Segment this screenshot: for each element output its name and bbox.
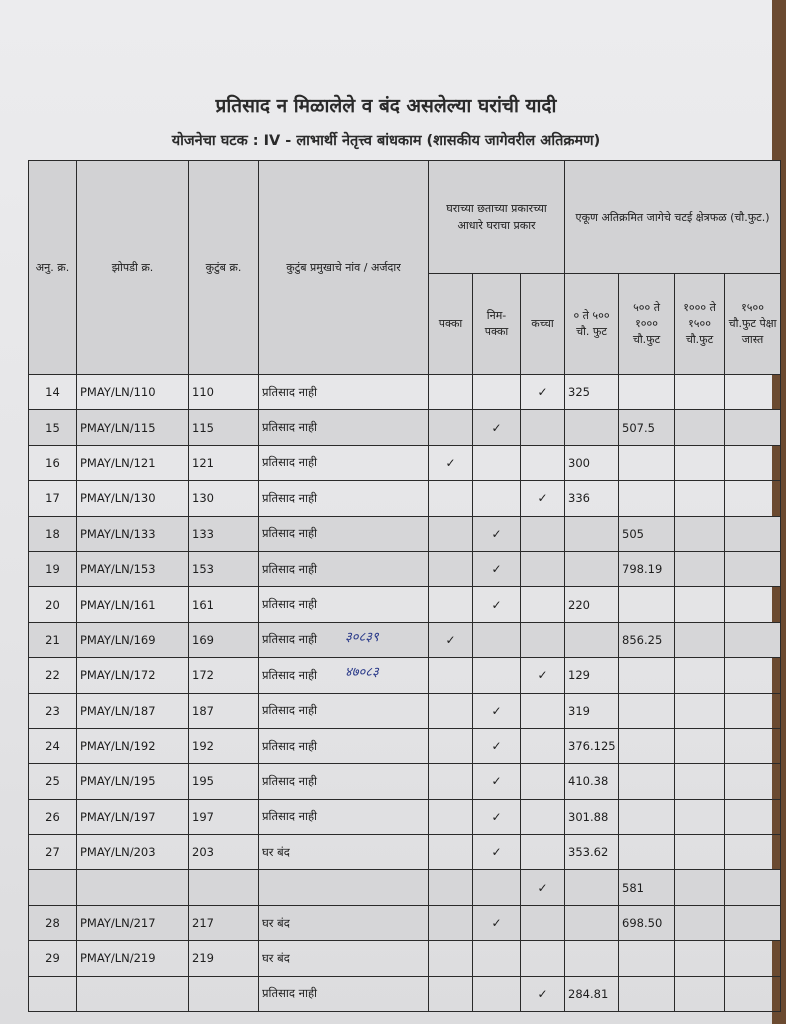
cell-roof-pakka — [429, 835, 473, 870]
cell-family: 153 — [189, 551, 259, 586]
cell-name — [259, 693, 429, 728]
check-mark-icon: ✓ — [473, 587, 521, 622]
cell-hut: PMAY/LN/192 — [77, 728, 189, 763]
cell-area-500-1000 — [619, 835, 675, 870]
cell-name — [259, 976, 429, 1011]
document-title: प्रतिसाद न मिळालेले व बंद असलेल्या घरांची यादी — [215, 95, 557, 117]
document-subtitle: योजनेचा घटक : IV - लाभार्थी नेतृत्त्व बांधकाम (शासकीय जागेवरील अतिक्रमण) — [171, 133, 601, 149]
check-mark-icon: ✓ — [473, 728, 521, 763]
cell-area-500-1000 — [619, 764, 675, 799]
table-row — [29, 658, 781, 693]
cell-name-text: प्रतिसाद नाही — [262, 561, 318, 576]
header-area-500-1000: ५०० ते १००० चौ.फुट — [619, 274, 675, 375]
cell-area-500-1000 — [619, 445, 675, 480]
cell-name-text: घर बंद — [262, 915, 290, 930]
table-row — [29, 587, 781, 622]
table-row — [29, 622, 781, 657]
cell-roof-pakka — [429, 587, 473, 622]
header-area-0-500: ० ते ५०० चौ. फुट — [565, 274, 619, 375]
cell-area-0-500 — [565, 410, 619, 445]
cell-hut: PMAY/LN/121 — [77, 445, 189, 480]
cell-sr: 20 — [29, 587, 77, 622]
header-name: कुटुंब प्रमुखाचे नांव / अर्जदार — [259, 161, 429, 375]
table-row — [29, 728, 781, 763]
cell-area-1000-1500 — [675, 941, 725, 976]
cell-roof-pakka — [429, 870, 473, 905]
cell-area-1500-plus — [725, 445, 781, 480]
cell-family: 172 — [189, 658, 259, 693]
cell-sr: 18 — [29, 516, 77, 551]
cell-hut: PMAY/LN/153 — [77, 551, 189, 586]
table-row — [29, 905, 781, 940]
cell-hut: PMAY/LN/217 — [77, 905, 189, 940]
cell-roof-pakka — [429, 764, 473, 799]
cell-family: 130 — [189, 481, 259, 516]
cell-name — [259, 551, 429, 586]
header-area-1500-plus: १५०० चौ.फुट पेक्षा जास्त — [725, 274, 781, 375]
cell-roof-pakka — [429, 375, 473, 410]
table-row — [29, 551, 781, 586]
cell-hut: PMAY/LN/110 — [77, 375, 189, 410]
cell-roof-kachha — [521, 764, 565, 799]
cell-area-1000-1500 — [675, 835, 725, 870]
cell-hut: PMAY/LN/187 — [77, 693, 189, 728]
cell-area-1000-1500 — [675, 445, 725, 480]
cell-sr: 23 — [29, 693, 77, 728]
cell-name-text: प्रतिसाद नाही — [262, 384, 318, 399]
cell-sr: 29 — [29, 941, 77, 976]
cell-area-1000-1500 — [675, 976, 725, 1011]
check-mark-icon: ✓ — [429, 622, 473, 657]
cell-family: 219 — [189, 941, 259, 976]
cell-roof-pakka — [429, 728, 473, 763]
cell-family: 133 — [189, 516, 259, 551]
table-row — [29, 764, 781, 799]
cell-name-text: प्रतिसाद नाही — [262, 455, 318, 470]
cell-roof-pakka — [429, 481, 473, 516]
cell-family: 187 — [189, 693, 259, 728]
cell-area-0-500 — [565, 870, 619, 905]
check-mark-icon: ✓ — [521, 870, 565, 905]
cell-roof-kachha — [521, 410, 565, 445]
cell-family — [189, 870, 259, 905]
cell-area-0-500: 284.81 — [565, 976, 619, 1011]
cell-area-1000-1500 — [675, 693, 725, 728]
cell-name-text: घर बंद — [262, 950, 290, 965]
cell-area-0-500: 410.38 — [565, 764, 619, 799]
cell-area-1500-plus — [725, 375, 781, 410]
header-family: कुटुंब क्र. — [189, 161, 259, 375]
cell-name — [259, 658, 429, 693]
cell-roof-kachha — [521, 445, 565, 480]
cell-roof-kachha — [521, 622, 565, 657]
cell-area-500-1000 — [619, 658, 675, 693]
cell-name — [259, 835, 429, 870]
cell-area-0-500 — [565, 516, 619, 551]
cell-area-1000-1500 — [675, 870, 725, 905]
cell-family: 197 — [189, 799, 259, 834]
cell-roof-pakka — [429, 410, 473, 445]
cell-area-0-500 — [565, 622, 619, 657]
cell-family: 195 — [189, 764, 259, 799]
header-hut: झोपडी क्र. — [77, 161, 189, 375]
cell-family: 115 — [189, 410, 259, 445]
table-row — [29, 445, 781, 480]
cell-name — [259, 410, 429, 445]
cell-area-1500-plus — [725, 481, 781, 516]
header-roof-semi: निम-पक्का — [473, 274, 521, 375]
cell-area-1000-1500 — [675, 622, 725, 657]
cell-roof-kachha — [521, 728, 565, 763]
cell-name-text: प्रतिसाद नाही — [262, 526, 318, 541]
cell-area-1500-plus — [725, 976, 781, 1011]
cell-area-1000-1500 — [675, 728, 725, 763]
cell-sr: 28 — [29, 905, 77, 940]
cell-area-1000-1500 — [675, 410, 725, 445]
cell-family: 203 — [189, 835, 259, 870]
cell-name — [259, 481, 429, 516]
cell-area-0-500: 129 — [565, 658, 619, 693]
header-roof-kachha: कच्चा — [521, 274, 565, 375]
cell-area-1000-1500 — [675, 551, 725, 586]
cell-roof-semi — [473, 375, 521, 410]
cell-area-0-500: 376.125 — [565, 728, 619, 763]
cell-family: 192 — [189, 728, 259, 763]
cell-roof-pakka — [429, 905, 473, 940]
cell-name — [259, 799, 429, 834]
cell-area-500-1000 — [619, 728, 675, 763]
handwritten-note: ३०८३९ — [345, 629, 379, 645]
check-mark-icon: ✓ — [521, 976, 565, 1011]
cell-name — [259, 516, 429, 551]
cell-area-500-1000 — [619, 941, 675, 976]
cell-roof-semi — [473, 445, 521, 480]
cell-family: 169 — [189, 622, 259, 657]
cell-sr: 22 — [29, 658, 77, 693]
check-mark-icon: ✓ — [521, 658, 565, 693]
table-row — [29, 693, 781, 728]
check-mark-icon: ✓ — [473, 799, 521, 834]
cell-family — [189, 976, 259, 1011]
cell-roof-semi — [473, 658, 521, 693]
cell-area-0-500: 300 — [565, 445, 619, 480]
cell-name — [259, 587, 429, 622]
cell-area-0-500: 220 — [565, 587, 619, 622]
cell-roof-pakka — [429, 658, 473, 693]
cell-area-1000-1500 — [675, 799, 725, 834]
cell-sr: 21 — [29, 622, 77, 657]
cell-roof-kachha — [521, 905, 565, 940]
cell-name-text: घर बंद — [262, 844, 290, 859]
cell-hut: PMAY/LN/219 — [77, 941, 189, 976]
cell-area-1500-plus — [725, 764, 781, 799]
cell-name-text: प्रतिसाद नाही — [262, 632, 318, 647]
cell-area-1500-plus — [725, 870, 781, 905]
cell-area-500-1000 — [619, 976, 675, 1011]
check-mark-icon: ✓ — [473, 410, 521, 445]
cell-sr: 16 — [29, 445, 77, 480]
header-sr: अनु. क्र. — [29, 161, 77, 375]
header-roof-group: घराच्या छताच्या प्रकारच्या आधारे घराचा प्रकार — [429, 161, 565, 274]
cell-roof-semi — [473, 941, 521, 976]
cell-roof-semi — [473, 622, 521, 657]
check-mark-icon: ✓ — [473, 516, 521, 551]
cell-sr: 17 — [29, 481, 77, 516]
cell-name-text: प्रतिसाद नाही — [262, 490, 318, 505]
cell-sr — [29, 976, 77, 1011]
cell-sr: 27 — [29, 835, 77, 870]
cell-area-1500-plus — [725, 799, 781, 834]
cell-family: 121 — [189, 445, 259, 480]
check-mark-icon: ✓ — [473, 835, 521, 870]
cell-area-1500-plus — [725, 516, 781, 551]
cell-area-1500-plus — [725, 728, 781, 763]
cell-roof-kachha — [521, 516, 565, 551]
cell-area-500-1000 — [619, 481, 675, 516]
check-mark-icon: ✓ — [473, 764, 521, 799]
cell-area-1500-plus — [725, 693, 781, 728]
cell-sr: 26 — [29, 799, 77, 834]
cell-area-1500-plus — [725, 551, 781, 586]
cell-name-text: प्रतिसाद नाही — [262, 420, 318, 435]
cell-hut: PMAY/LN/115 — [77, 410, 189, 445]
cell-area-1500-plus — [725, 905, 781, 940]
household-table — [28, 160, 781, 1012]
cell-roof-kachha — [521, 551, 565, 586]
cell-family: 161 — [189, 587, 259, 622]
cell-name — [259, 941, 429, 976]
cell-roof-pakka — [429, 693, 473, 728]
cell-family: 110 — [189, 375, 259, 410]
table-row — [29, 799, 781, 834]
cell-roof-pakka — [429, 516, 473, 551]
cell-hut: PMAY/LN/133 — [77, 516, 189, 551]
cell-name — [259, 905, 429, 940]
table-row — [29, 835, 781, 870]
cell-area-1500-plus — [725, 622, 781, 657]
check-mark-icon: ✓ — [521, 481, 565, 516]
cell-hut: PMAY/LN/169 — [77, 622, 189, 657]
cell-sr: 19 — [29, 551, 77, 586]
cell-hut: PMAY/LN/130 — [77, 481, 189, 516]
header-area-1000-1500: १००० ते १५०० चौ.फुट — [675, 274, 725, 375]
cell-sr: 15 — [29, 410, 77, 445]
cell-hut: PMAY/LN/197 — [77, 799, 189, 834]
check-mark-icon: ✓ — [521, 375, 565, 410]
cell-name — [259, 445, 429, 480]
cell-name-text: प्रतिसाद नाही — [262, 738, 318, 753]
cell-roof-kachha — [521, 693, 565, 728]
cell-name — [259, 622, 429, 657]
cell-area-500-1000: 856.25 — [619, 622, 675, 657]
cell-name-text: प्रतिसाद नाही — [262, 597, 318, 612]
cell-name-text: प्रतिसाद नाही — [262, 773, 318, 788]
cell-area-500-1000 — [619, 375, 675, 410]
check-mark-icon: ✓ — [429, 445, 473, 480]
table-row — [29, 516, 781, 551]
cell-area-0-500: 325 — [565, 375, 619, 410]
cell-area-500-1000: 507.5 — [619, 410, 675, 445]
cell-area-0-500: 319 — [565, 693, 619, 728]
cell-roof-semi — [473, 976, 521, 1011]
cell-area-1500-plus — [725, 835, 781, 870]
cell-area-0-500 — [565, 551, 619, 586]
cell-area-500-1000: 698.50 — [619, 905, 675, 940]
cell-area-1000-1500 — [675, 658, 725, 693]
cell-area-1500-plus — [725, 658, 781, 693]
cell-area-0-500: 336 — [565, 481, 619, 516]
cell-roof-semi — [473, 870, 521, 905]
cell-hut — [77, 870, 189, 905]
cell-area-0-500 — [565, 905, 619, 940]
cell-area-500-1000: 581 — [619, 870, 675, 905]
cell-roof-semi — [473, 481, 521, 516]
cell-roof-pakka — [429, 976, 473, 1011]
cell-roof-pakka — [429, 799, 473, 834]
cell-area-500-1000: 505 — [619, 516, 675, 551]
cell-area-500-1000 — [619, 587, 675, 622]
check-mark-icon: ✓ — [473, 905, 521, 940]
cell-name-text: प्रतिसाद नाही — [262, 986, 318, 1001]
check-mark-icon: ✓ — [473, 693, 521, 728]
cell-area-1000-1500 — [675, 516, 725, 551]
cell-area-1000-1500 — [675, 905, 725, 940]
cell-sr: 25 — [29, 764, 77, 799]
cell-area-500-1000: 798.19 — [619, 551, 675, 586]
cell-roof-pakka — [429, 941, 473, 976]
cell-area-1500-plus — [725, 941, 781, 976]
handwritten-note: ४७०८३ — [345, 665, 379, 681]
cell-hut: PMAY/LN/161 — [77, 587, 189, 622]
cell-area-0-500: 301.88 — [565, 799, 619, 834]
cell-area-1000-1500 — [675, 764, 725, 799]
table-row — [29, 870, 781, 905]
cell-area-1500-plus — [725, 410, 781, 445]
cell-area-0-500: 353.62 — [565, 835, 619, 870]
cell-roof-kachha — [521, 799, 565, 834]
table-row — [29, 375, 781, 410]
cell-area-1000-1500 — [675, 375, 725, 410]
cell-name-text: प्रतिसाद नाही — [262, 667, 318, 682]
cell-roof-kachha — [521, 835, 565, 870]
cell-name — [259, 870, 429, 905]
cell-hut: PMAY/LN/195 — [77, 764, 189, 799]
table-row — [29, 410, 781, 445]
cell-name — [259, 728, 429, 763]
cell-roof-kachha — [521, 941, 565, 976]
cell-name — [259, 375, 429, 410]
cell-area-0-500 — [565, 941, 619, 976]
table-row — [29, 976, 781, 1011]
cell-area-500-1000 — [619, 693, 675, 728]
cell-sr — [29, 870, 77, 905]
table-row — [29, 941, 781, 976]
cell-name-text: प्रतिसाद नाही — [262, 809, 318, 824]
cell-area-1000-1500 — [675, 587, 725, 622]
cell-area-500-1000 — [619, 799, 675, 834]
header-roof-pakka: पक्का — [429, 274, 473, 375]
cell-sr: 24 — [29, 728, 77, 763]
cell-family: 217 — [189, 905, 259, 940]
cell-area-1500-plus — [725, 587, 781, 622]
cell-name — [259, 764, 429, 799]
cell-area-1000-1500 — [675, 481, 725, 516]
check-mark-icon: ✓ — [473, 551, 521, 586]
cell-roof-pakka — [429, 551, 473, 586]
table-row — [29, 481, 781, 516]
cell-hut: PMAY/LN/172 — [77, 658, 189, 693]
header-area-group: एकूण अतिक्रमित जागेचे चटई क्षेत्रफळ (चौ.फुट.) — [565, 161, 781, 274]
cell-roof-kachha — [521, 587, 565, 622]
cell-sr: 14 — [29, 375, 77, 410]
cell-hut — [77, 976, 189, 1011]
cell-hut: PMAY/LN/203 — [77, 835, 189, 870]
cell-name-text: प्रतिसाद नाही — [262, 703, 318, 718]
